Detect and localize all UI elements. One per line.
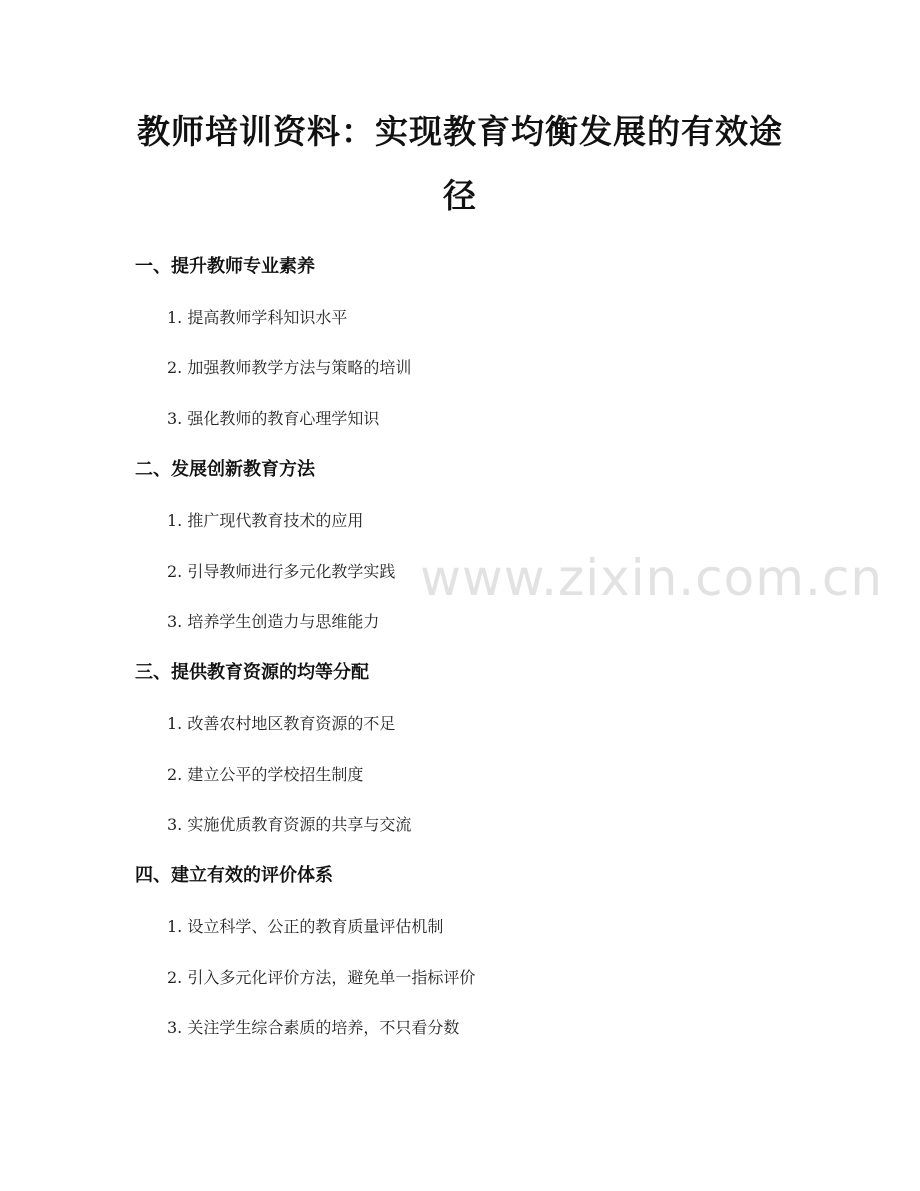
list-item: 1. 推广现代教育技术的应用	[167, 511, 364, 530]
section-heading-2: 二、发展创新教育方法	[135, 459, 315, 480]
list-item: 1. 提高教师学科知识水平	[167, 308, 348, 327]
list-item: 3. 强化教师的教育心理学知识	[167, 409, 380, 428]
page-title-line-1: 教师培训资料：实现教育均衡发展的有效途	[137, 112, 783, 151]
list-item: 1. 改善农村地区教育资源的不足	[167, 714, 396, 733]
list-item: 2. 建立公平的学校招生制度	[167, 765, 364, 784]
page-title-line-2: 径	[443, 176, 477, 215]
list-item: 3. 培养学生创造力与思维能力	[167, 612, 380, 631]
watermark-text: www.zixin.com.cn	[420, 549, 884, 607]
section-heading-1: 一、提升教师专业素养	[135, 256, 315, 277]
list-item: 2. 加强教师教学方法与策略的培训	[167, 358, 412, 377]
section-heading-3: 三、提供教育资源的均等分配	[135, 662, 369, 683]
section-heading-4: 四、建立有效的评价体系	[135, 865, 333, 886]
list-item: 3. 关注学生综合素质的培养，不只看分数	[167, 1018, 460, 1037]
page-title	[120, 100, 800, 228]
list-item: 2. 引导教师进行多元化教学实践	[167, 562, 396, 581]
list-item: 2. 引入多元化评价方法，避免单一指标评价	[167, 968, 476, 987]
list-item: 3. 实施优质教育资源的共享与交流	[167, 815, 412, 834]
list-item: 1. 设立科学、公正的教育质量评估机制	[167, 917, 444, 936]
